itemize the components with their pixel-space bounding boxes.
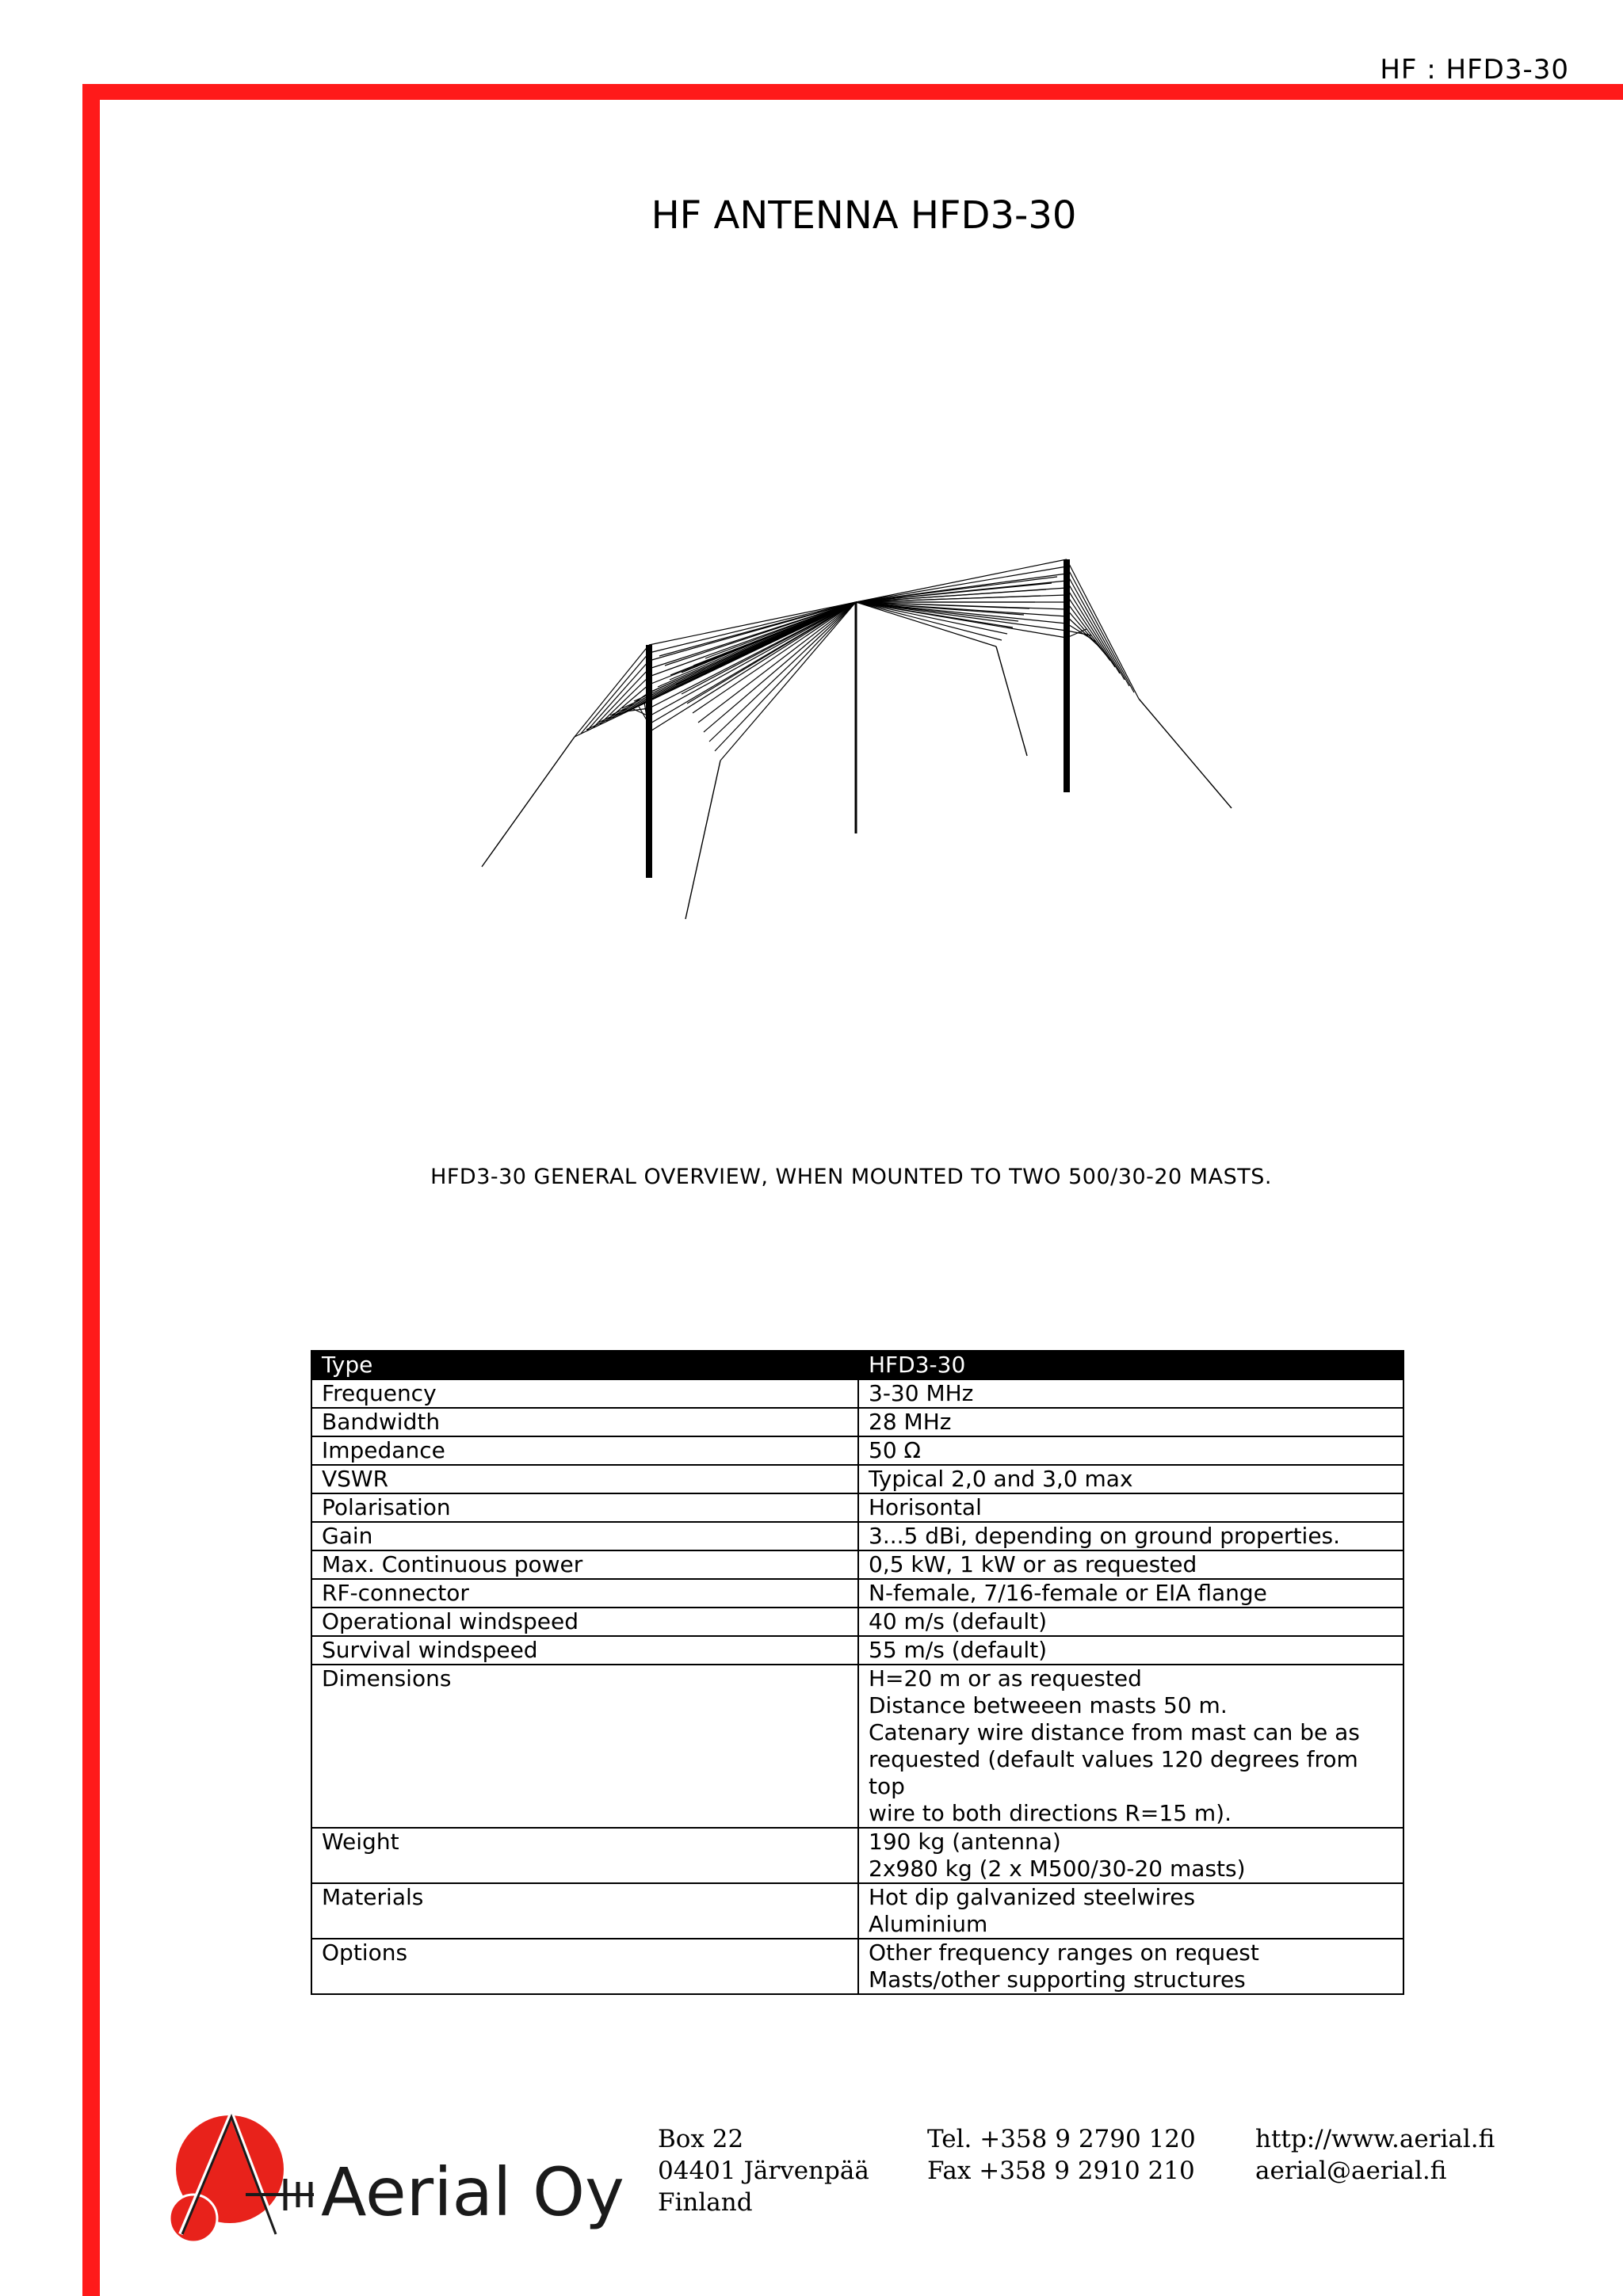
fax-line: Fax +358 9 2910 210 [927,2157,1195,2185]
spec-value-line: 50 Ω [869,1437,921,1463]
figure-caption: HFD3-30 GENERAL OVERVIEW, WHEN MOUNTED TO TWO 500/30-20 MASTS. [430,1165,1272,1189]
spec-key: Type [311,1351,858,1379]
spec-value-line: N-female, 7/16-female or EIA flange [869,1580,1267,1606]
page-title: HF ANTENNA HFD3-30 [651,193,1077,238]
spec-key: Materials [311,1883,858,1939]
spec-value [858,1550,1403,1579]
specs-header-row [311,1351,1403,1379]
spec-value [858,1939,1403,1994]
specs-row [311,1436,1403,1465]
spec-value-line: Distance betweeen masts 50 m. [869,1692,1228,1718]
spec-key: Impedance [311,1436,858,1465]
spec-value [858,1436,1403,1465]
specs-row [311,1636,1403,1665]
spec-value-line: 2x980 kg (2 x M500/30-20 masts) [869,1855,1246,1882]
address-line: Box 22 [658,2125,744,2153]
spec-value-line: 55 m/s (default) [869,1637,1048,1663]
spec-value-line: 0,5 kW, 1 kW or as requested [869,1551,1197,1577]
specs-row [311,1579,1403,1608]
address-line: Finland [658,2188,753,2217]
spec-key: RF-connector [311,1579,858,1608]
specs-row [311,1522,1403,1550]
specs-row [311,1883,1403,1939]
logo-wordmark: Aerial Oy [321,2153,624,2231]
spec-value-line: 3-30 MHz [869,1380,974,1406]
spec-value [858,1883,1403,1939]
spec-value-line: Masts/other supporting structures [869,1966,1246,1993]
spec-value-line: 40 m/s (default) [869,1608,1048,1634]
specs-row [311,1408,1403,1436]
spec-key: VSWR [311,1465,858,1493]
spec-value-line: Other frequency ranges on request [869,1939,1259,1966]
spec-key: Max. Continuous power [311,1550,858,1579]
spec-value-line: Catenary wire distance from mast can be as [869,1719,1360,1745]
specs-table [311,1350,1404,1995]
specs-row [311,1550,1403,1579]
spec-key: Dimensions [311,1665,858,1828]
spec-value [858,1379,1403,1408]
header-code: HF : HFD3-30 [1380,54,1569,86]
spec-value [858,1579,1403,1608]
specs-row [311,1665,1403,1828]
spec-key: Weight [311,1828,858,1883]
left-mast [646,645,652,878]
spec-key: Survival windspeed [311,1636,858,1665]
footer-phones [927,2123,1196,2187]
specs-row [311,1939,1403,1994]
spec-value [858,1408,1403,1436]
specs-row [311,1608,1403,1636]
spec-value [858,1493,1403,1522]
address-line: 04401 Järvenpää [658,2157,869,2185]
spec-value-line: 28 MHz [869,1409,952,1435]
spec-value [858,1465,1403,1493]
spec-value: HFD3-30 [858,1351,1403,1379]
website-link[interactable]: http://www.aerial.fi [1255,2125,1495,2153]
spec-value-line: 190 kg (antenna) [869,1829,1061,1855]
specs-row [311,1465,1403,1493]
right-mast [1064,559,1070,792]
spec-value-line: H=20 m or as requested [869,1665,1142,1691]
spec-value [858,1608,1403,1636]
spec-value-line: Horisontal [869,1494,982,1520]
footer-web [1255,2123,1495,2187]
spec-value [858,1665,1403,1828]
aerial-oy-logo [158,2100,642,2258]
spec-key: Options [311,1939,858,1994]
spec-key: Gain [311,1522,858,1550]
spec-value-line: Hot dip galvanized steelwires [869,1884,1196,1910]
antenna-diagram [444,539,1252,951]
phone-line: Tel. +358 9 2790 120 [927,2125,1196,2153]
spec-value [858,1828,1403,1883]
spec-key: Bandwidth [311,1408,858,1436]
spec-key: Operational windspeed [311,1608,858,1636]
specs-row [311,1828,1403,1883]
spec-value [858,1636,1403,1665]
footer-address [658,2123,869,2218]
email-link[interactable]: aerial@aerial.fi [1255,2157,1447,2185]
specs-row [311,1493,1403,1522]
spec-value-line: 3...5 dBi, depending on ground properties. [869,1523,1341,1549]
spec-value-line: Aluminium [869,1911,988,1937]
spec-value-line: wire to both directions R=15 m). [869,1800,1232,1826]
spec-key: Frequency [311,1379,858,1408]
specs-row [311,1379,1403,1408]
spec-value-line: requested (default values 120 degrees from top [869,1746,1358,1799]
spec-value [858,1522,1403,1550]
spec-key: Polarisation [311,1493,858,1522]
spec-value-line: Typical 2,0 and 3,0 max [869,1466,1133,1492]
top-red-bar [82,84,1623,100]
left-red-bar [82,84,100,2296]
